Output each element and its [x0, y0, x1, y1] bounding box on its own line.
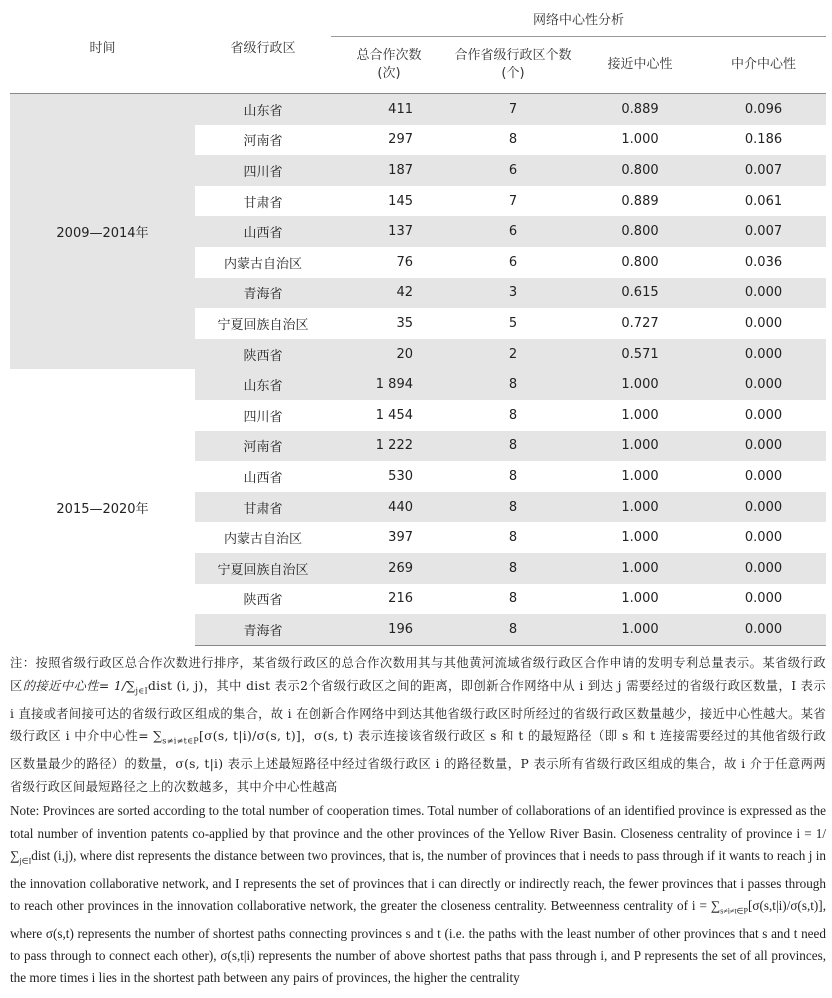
- total-cooperation-cell: 76: [331, 247, 447, 278]
- closeness-cell: 0.889: [579, 94, 701, 125]
- centrality-table: [10, 0, 826, 646]
- note-cn-part2: 的接近中心性= 1/∑: [22, 678, 136, 693]
- total-cooperation-cell: 145: [331, 186, 447, 217]
- province-cell: 河南省: [195, 431, 331, 462]
- province-cell: 青海省: [195, 614, 331, 645]
- partner-count-cell: 7: [447, 186, 579, 217]
- col-header-count-line2: (个): [501, 66, 525, 81]
- total-cooperation-cell: 530: [331, 461, 447, 492]
- total-cooperation-cell: 216: [331, 584, 447, 615]
- closeness-cell: 0.800: [579, 247, 701, 278]
- col-header-total-line1: 总合作次数: [356, 48, 422, 63]
- province-cell: 甘肃省: [195, 186, 331, 217]
- table-notes: [10, 652, 826, 989]
- total-cooperation-cell: 397: [331, 522, 447, 553]
- col-header-partner-count: [447, 37, 579, 94]
- note-en-part2: dist (i,j), where dist represents the distance between two provinces, that is, the number of provinces that i needs to pass through if it wants to reach j in the innovation collaborative network, and I represents the set of provinces that i can directly or indirectly reach, the fewer provinces that i passes through to reach other provinces in the innovation collaborative network, the greater the closeness centrality. Betweenness centrality of i = ∑: [10, 847, 826, 913]
- partner-count-cell: 7: [447, 94, 579, 125]
- closeness-cell: 0.800: [579, 216, 701, 247]
- partner-count-cell: 8: [447, 400, 579, 431]
- total-cooperation-cell: 269: [331, 553, 447, 584]
- betweenness-cell: 0.000: [701, 492, 826, 523]
- period-group-2009-2014: [10, 94, 826, 370]
- province-cell: 宁夏回族自治区: [195, 308, 331, 339]
- partner-count-cell: 8: [447, 369, 579, 400]
- note-cn-part4: [σ(s, t|i)/σ(s, t)]，σ(s, t) 表示连接该省级行政区 s 和 t 的最短路径（即 s 和 t 连接需要经过的其他省级行政区数量最少的路径）的数量，σ(s, t|i) 表示上述最短路径中经过省级行政区 i 的路径数量，P 表示所有省级行政区组成的集合，故 i 介于任意两两省级行政区间最短路径之上的次数越多，其中介中心性越高: [10, 729, 826, 794]
- closeness-cell: 1.000: [579, 125, 701, 156]
- province-cell: 甘肃省: [195, 492, 331, 523]
- betweenness-cell: 0.000: [701, 339, 826, 370]
- note-chinese: [10, 652, 826, 798]
- province-cell: 山东省: [195, 94, 331, 125]
- betweenness-cell: 0.061: [701, 186, 826, 217]
- note-cn-sub-stiP: s≠i≠t∈P: [162, 736, 199, 746]
- betweenness-cell: 0.000: [701, 431, 826, 462]
- closeness-cell: 1.000: [579, 584, 701, 615]
- col-header-province: 省级行政区: [195, 0, 331, 94]
- note-en-sub-jI: j∈I: [19, 856, 32, 866]
- total-cooperation-cell: 411: [331, 94, 447, 125]
- province-cell: 山西省: [195, 216, 331, 247]
- total-cooperation-cell: 187: [331, 155, 447, 186]
- partner-count-cell: 8: [447, 125, 579, 156]
- betweenness-cell: 0.000: [701, 308, 826, 339]
- closeness-cell: 1.000: [579, 492, 701, 523]
- closeness-cell: 1.000: [579, 400, 701, 431]
- col-header-total-cooperation: [331, 37, 447, 94]
- partner-count-cell: 5: [447, 308, 579, 339]
- betweenness-cell: 0.000: [701, 369, 826, 400]
- closeness-cell: 0.889: [579, 186, 701, 217]
- note-en-part1: Note: Provinces are sorted according to the total number of cooperation times. Total number of collaborations of an identified province is expressed as the total number of invention patents co-applied by that province and the other provinces of the Yellow River Basin. Closeness centrality of province i = 1/∑: [10, 803, 826, 863]
- partner-count-cell: 6: [447, 155, 579, 186]
- province-cell: 四川省: [195, 155, 331, 186]
- closeness-cell: 0.727: [579, 308, 701, 339]
- partner-count-cell: 6: [447, 247, 579, 278]
- note-cn-part3: dist (i, j)，其中 dist 表示2个省级行政区之间的距离，即创新合作网络中从 i 到达 j 需要经过的省级行政区数量，I 表示 i 直接或者间接可达的省级行政区组成的集合，故 i 在创新合作网络中到达其他省级行政区时所经过的省级行政区数量越少，接近中心性越大。某省级行政区 i 中介中心性= ∑: [10, 678, 826, 744]
- note-cn-sub-jI: j∈I: [135, 686, 148, 696]
- betweenness-cell: 0.000: [701, 522, 826, 553]
- period-label: 2015—2020年: [10, 369, 195, 645]
- partner-count-cell: 8: [447, 614, 579, 645]
- betweenness-cell: 0.000: [701, 553, 826, 584]
- province-cell: 山西省: [195, 461, 331, 492]
- total-cooperation-cell: 42: [331, 278, 447, 309]
- betweenness-cell: 0.000: [701, 584, 826, 615]
- betweenness-cell: 0.007: [701, 216, 826, 247]
- betweenness-cell: 0.000: [701, 461, 826, 492]
- table-row: [10, 94, 826, 125]
- province-cell: 河南省: [195, 125, 331, 156]
- note-english: [10, 800, 826, 989]
- partner-count-cell: 8: [447, 461, 579, 492]
- closeness-cell: 1.000: [579, 461, 701, 492]
- betweenness-cell: 0.036: [701, 247, 826, 278]
- total-cooperation-cell: 196: [331, 614, 447, 645]
- closeness-cell: 1.000: [579, 522, 701, 553]
- betweenness-cell: 0.186: [701, 125, 826, 156]
- betweenness-cell: 0.000: [701, 614, 826, 645]
- period-label: 2009—2014年: [10, 94, 195, 370]
- total-cooperation-cell: 20: [331, 339, 447, 370]
- col-header-total-line2: (次): [377, 66, 401, 81]
- total-cooperation-cell: 1 222: [331, 431, 447, 462]
- province-cell: 青海省: [195, 278, 331, 309]
- betweenness-cell: 0.000: [701, 400, 826, 431]
- total-cooperation-cell: 297: [331, 125, 447, 156]
- betweenness-cell: 0.000: [701, 278, 826, 309]
- col-group-header-network-centrality: 网络中心性分析: [331, 0, 826, 37]
- partner-count-cell: 8: [447, 431, 579, 462]
- note-cn-part1: 注：按照省级行政区总合作次数进行排序，某省级行政区的总合作次数用其与其他黄河流域省级行政区合作申请的发明专利总量表示。某省级行政区: [10, 656, 826, 693]
- partner-count-cell: 8: [447, 553, 579, 584]
- total-cooperation-cell: 35: [331, 308, 447, 339]
- province-cell: 宁夏回族自治区: [195, 553, 331, 584]
- note-en-sub-stiP: s≠i≠t∈P: [720, 906, 748, 916]
- province-cell: 陕西省: [195, 339, 331, 370]
- partner-count-cell: 8: [447, 492, 579, 523]
- total-cooperation-cell: 440: [331, 492, 447, 523]
- partner-count-cell: 2: [447, 339, 579, 370]
- closeness-cell: 1.000: [579, 369, 701, 400]
- betweenness-cell: 0.096: [701, 94, 826, 125]
- betweenness-cell: 0.007: [701, 155, 826, 186]
- col-header-betweenness: 中介中心性: [701, 37, 826, 94]
- closeness-cell: 0.571: [579, 339, 701, 370]
- col-header-time: 时间: [10, 0, 195, 94]
- closeness-cell: 1.000: [579, 431, 701, 462]
- closeness-cell: 0.800: [579, 155, 701, 186]
- total-cooperation-cell: 1 454: [331, 400, 447, 431]
- closeness-cell: 1.000: [579, 553, 701, 584]
- total-cooperation-cell: 137: [331, 216, 447, 247]
- province-cell: 陕西省: [195, 584, 331, 615]
- province-cell: 山东省: [195, 369, 331, 400]
- col-header-closeness: 接近中心性: [579, 37, 701, 94]
- closeness-cell: 1.000: [579, 614, 701, 645]
- total-cooperation-cell: 1 894: [331, 369, 447, 400]
- partner-count-cell: 6: [447, 216, 579, 247]
- partner-count-cell: 8: [447, 584, 579, 615]
- partner-count-cell: 3: [447, 278, 579, 309]
- note-en-part3: [σ(s,t|i)/σ(s,t)], where σ(s,t) represents the number of shortest paths connecting provinces s and t (i.e. the paths with the least number of other provinces that s and t need to pass through to connect each other), σ(s,t|i) represents the number of above shortest paths that pass through i, and P represents the set of all provinces, the more times i lies in the shortest path between any pairs of provinces, the higher the centrality: [10, 897, 826, 986]
- closeness-cell: 0.615: [579, 278, 701, 309]
- table-row: [10, 369, 826, 400]
- province-cell: 内蒙古自治区: [195, 522, 331, 553]
- period-group-2015-2020: [10, 369, 826, 645]
- province-cell: 内蒙古自治区: [195, 247, 331, 278]
- col-header-count-line1: 合作省级行政区个数: [454, 48, 572, 63]
- partner-count-cell: 8: [447, 522, 579, 553]
- province-cell: 四川省: [195, 400, 331, 431]
